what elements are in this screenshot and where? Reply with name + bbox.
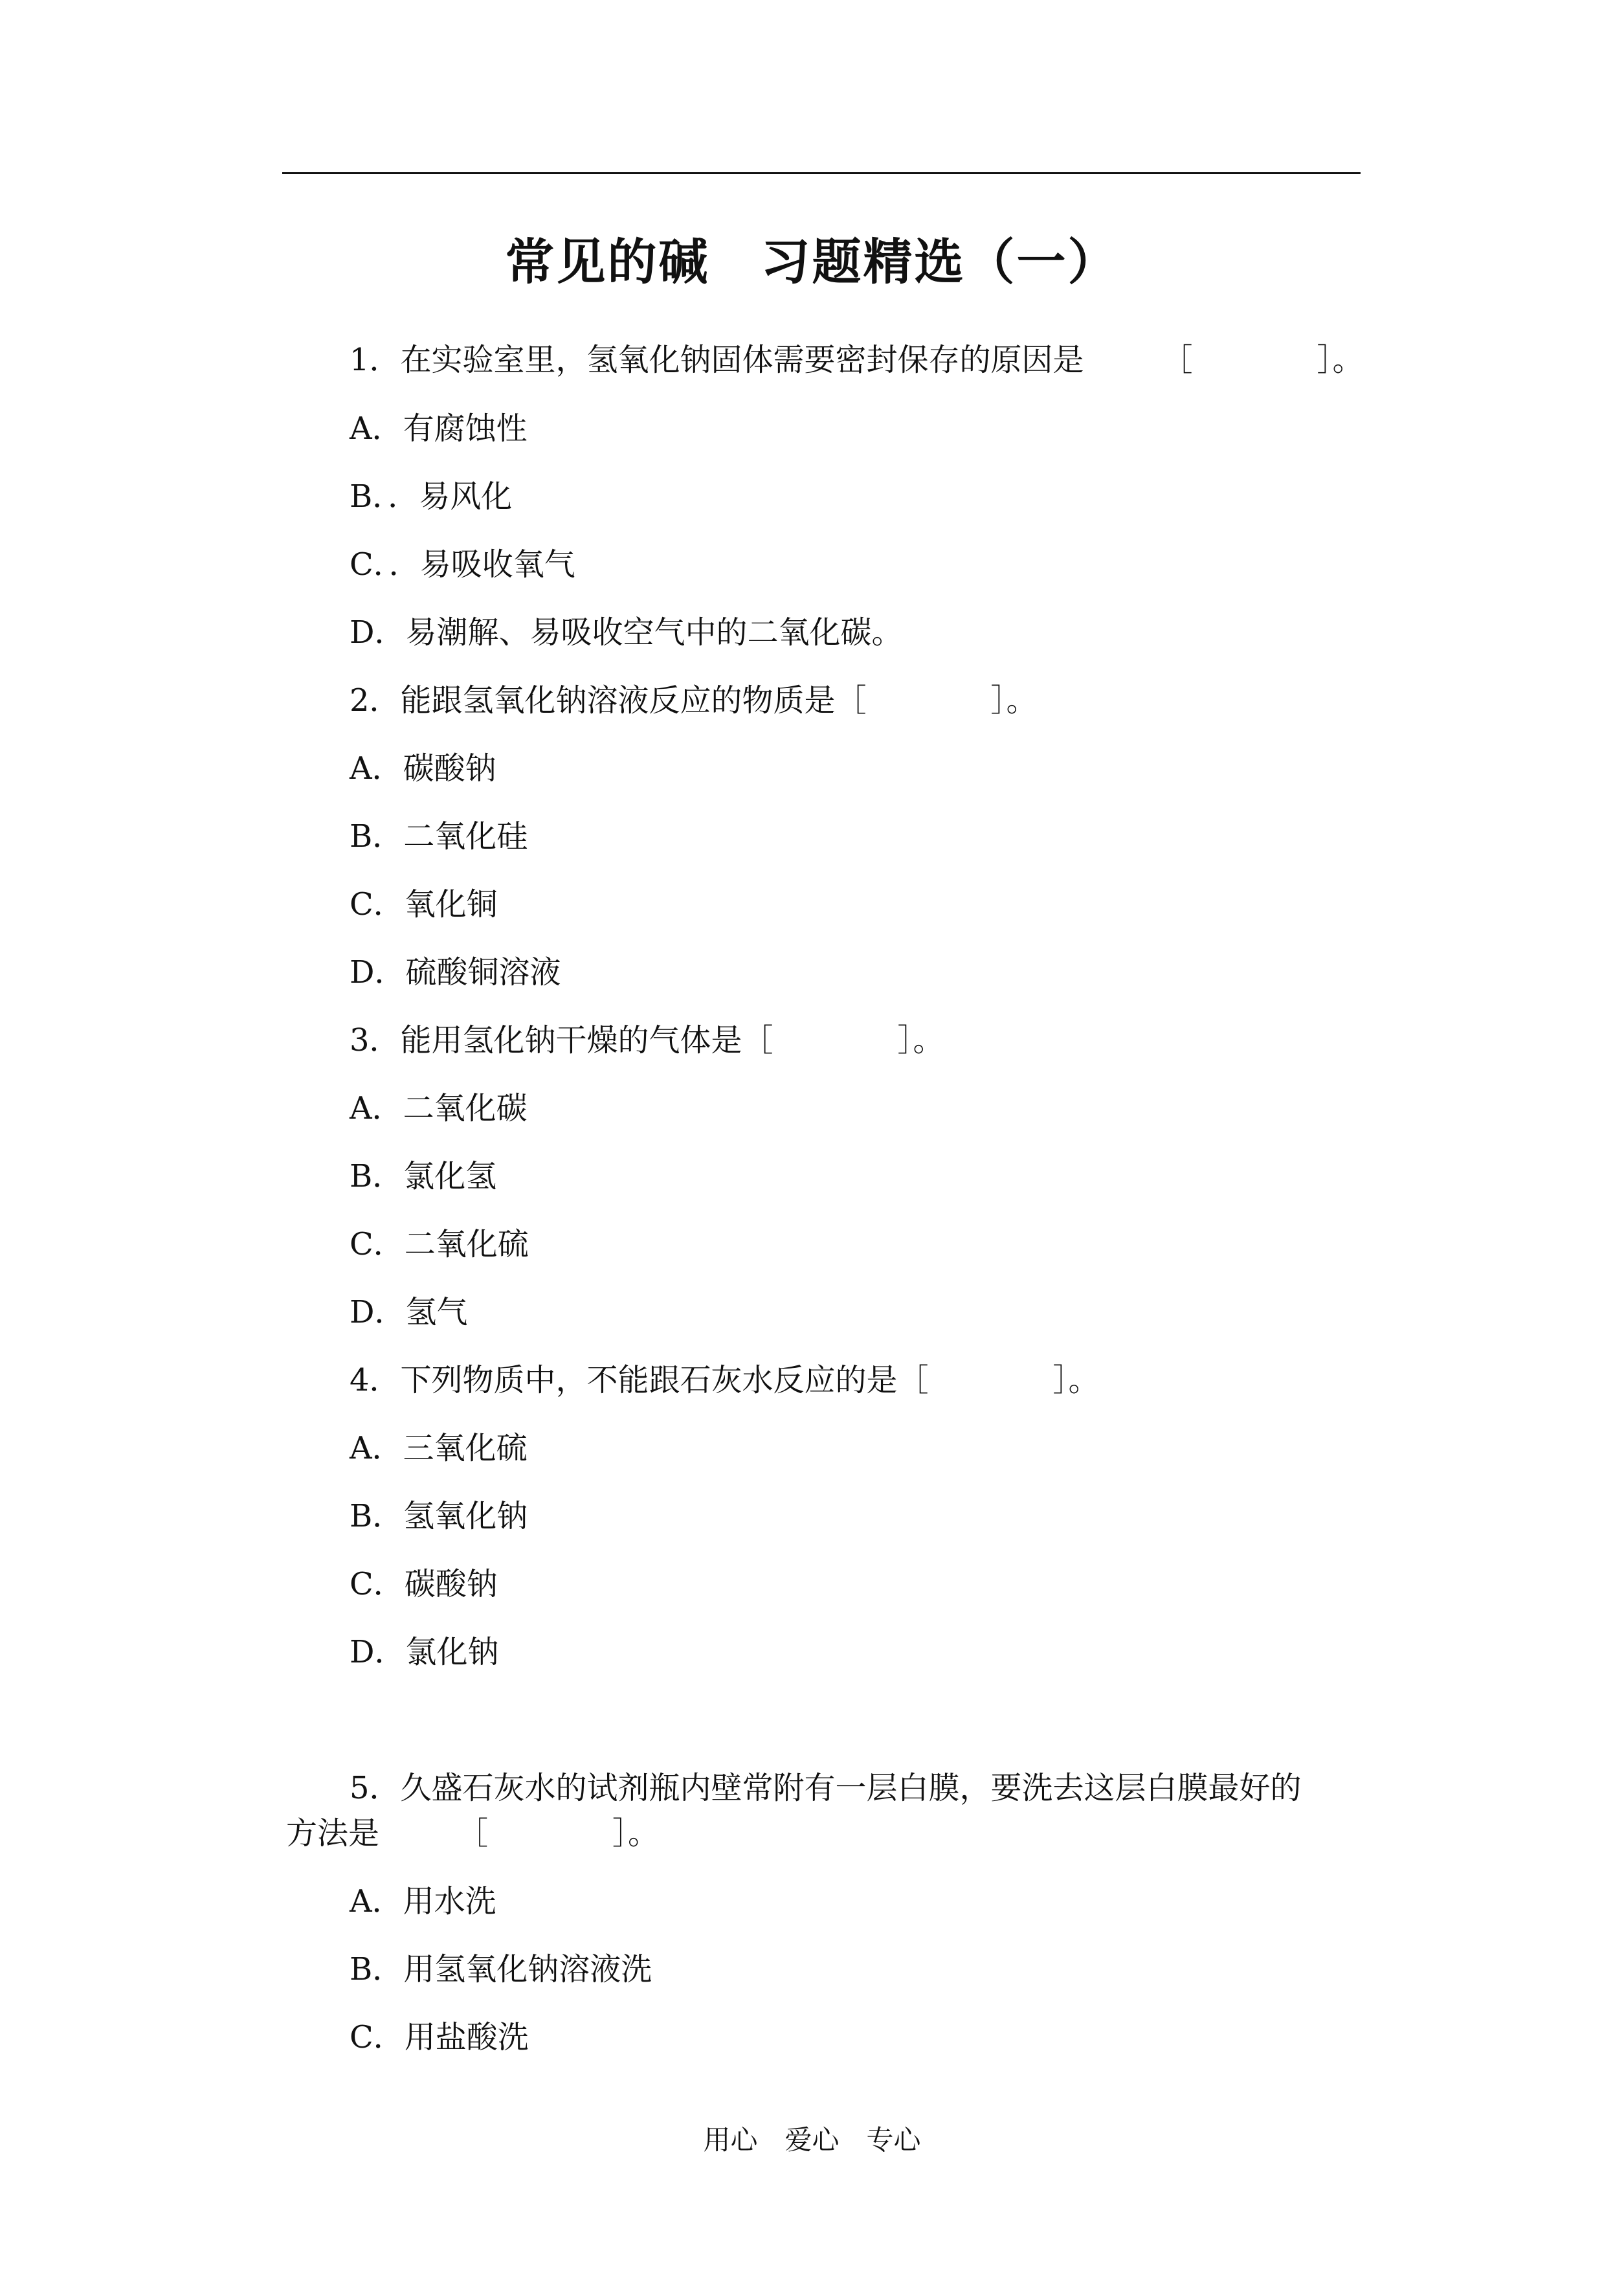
question-3-stem: 3．能用氢化钠干燥的气体是［ ］。 xyxy=(350,1022,944,1058)
question-1-stem: 1．在实验室里，氢氧化钠固体需要密封保存的原因是 ［ ］。 xyxy=(350,342,1364,378)
question-1-option-a: A．有腐蚀性 xyxy=(350,410,528,447)
question-2-option-d: D．硫酸铜溶液 xyxy=(350,954,561,990)
question-4-option-d: D．氯化钠 xyxy=(350,1634,499,1670)
question-4-option-c: C．碳酸钠 xyxy=(350,1566,498,1602)
question-3-option-c: C．二氧化硫 xyxy=(350,1226,529,1262)
question-3-option-d: D．氢气 xyxy=(350,1294,468,1330)
document-title: 常见的碱 习题精选（一） xyxy=(505,233,1119,291)
question-3-option-b: B．氯化氢 xyxy=(350,1158,497,1194)
page-footer: 用心 爱心 专心 xyxy=(703,2124,921,2156)
question-5-option-b: B．用氢氧化钠溶液洗 xyxy=(350,1951,652,1987)
question-2-option-c: C．氧化铜 xyxy=(350,886,498,923)
question-1-option-c: C．．易吸收氧气 xyxy=(350,546,575,583)
question-5-stem-line-2: 方法是 ［ ］。 xyxy=(286,1815,660,1851)
question-5-option-c: C．用盐酸洗 xyxy=(350,2019,529,2055)
question-1-option-b: B．．易风化 xyxy=(350,478,513,515)
question-1-option-d: D．易潮解、易吸收空气中的二氧化碳。 xyxy=(350,614,903,651)
question-5-option-a: A．用水洗 xyxy=(350,1883,496,1919)
header-rule xyxy=(282,172,1361,174)
question-2-stem: 2．能跟氢氧化钠溶液反应的物质是［ ］。 xyxy=(350,682,1038,719)
question-3-option-a: A．二氧化碳 xyxy=(350,1090,528,1126)
question-5-stem-line-1: 5．久盛石灰水的试剂瓶内壁常附有一层白膜，要洗去这层白膜最好的 xyxy=(350,1770,1302,1806)
question-2-option-b: B．二氧化硅 xyxy=(350,818,528,855)
question-4-option-b: B．氢氧化钠 xyxy=(350,1498,528,1534)
question-4-option-a: A．三氧化硫 xyxy=(350,1430,528,1466)
question-2-option-a: A．碳酸钠 xyxy=(350,750,496,787)
question-4-stem: 4．下列物质中，不能跟石灰水反应的是［ ］。 xyxy=(350,1362,1100,1398)
